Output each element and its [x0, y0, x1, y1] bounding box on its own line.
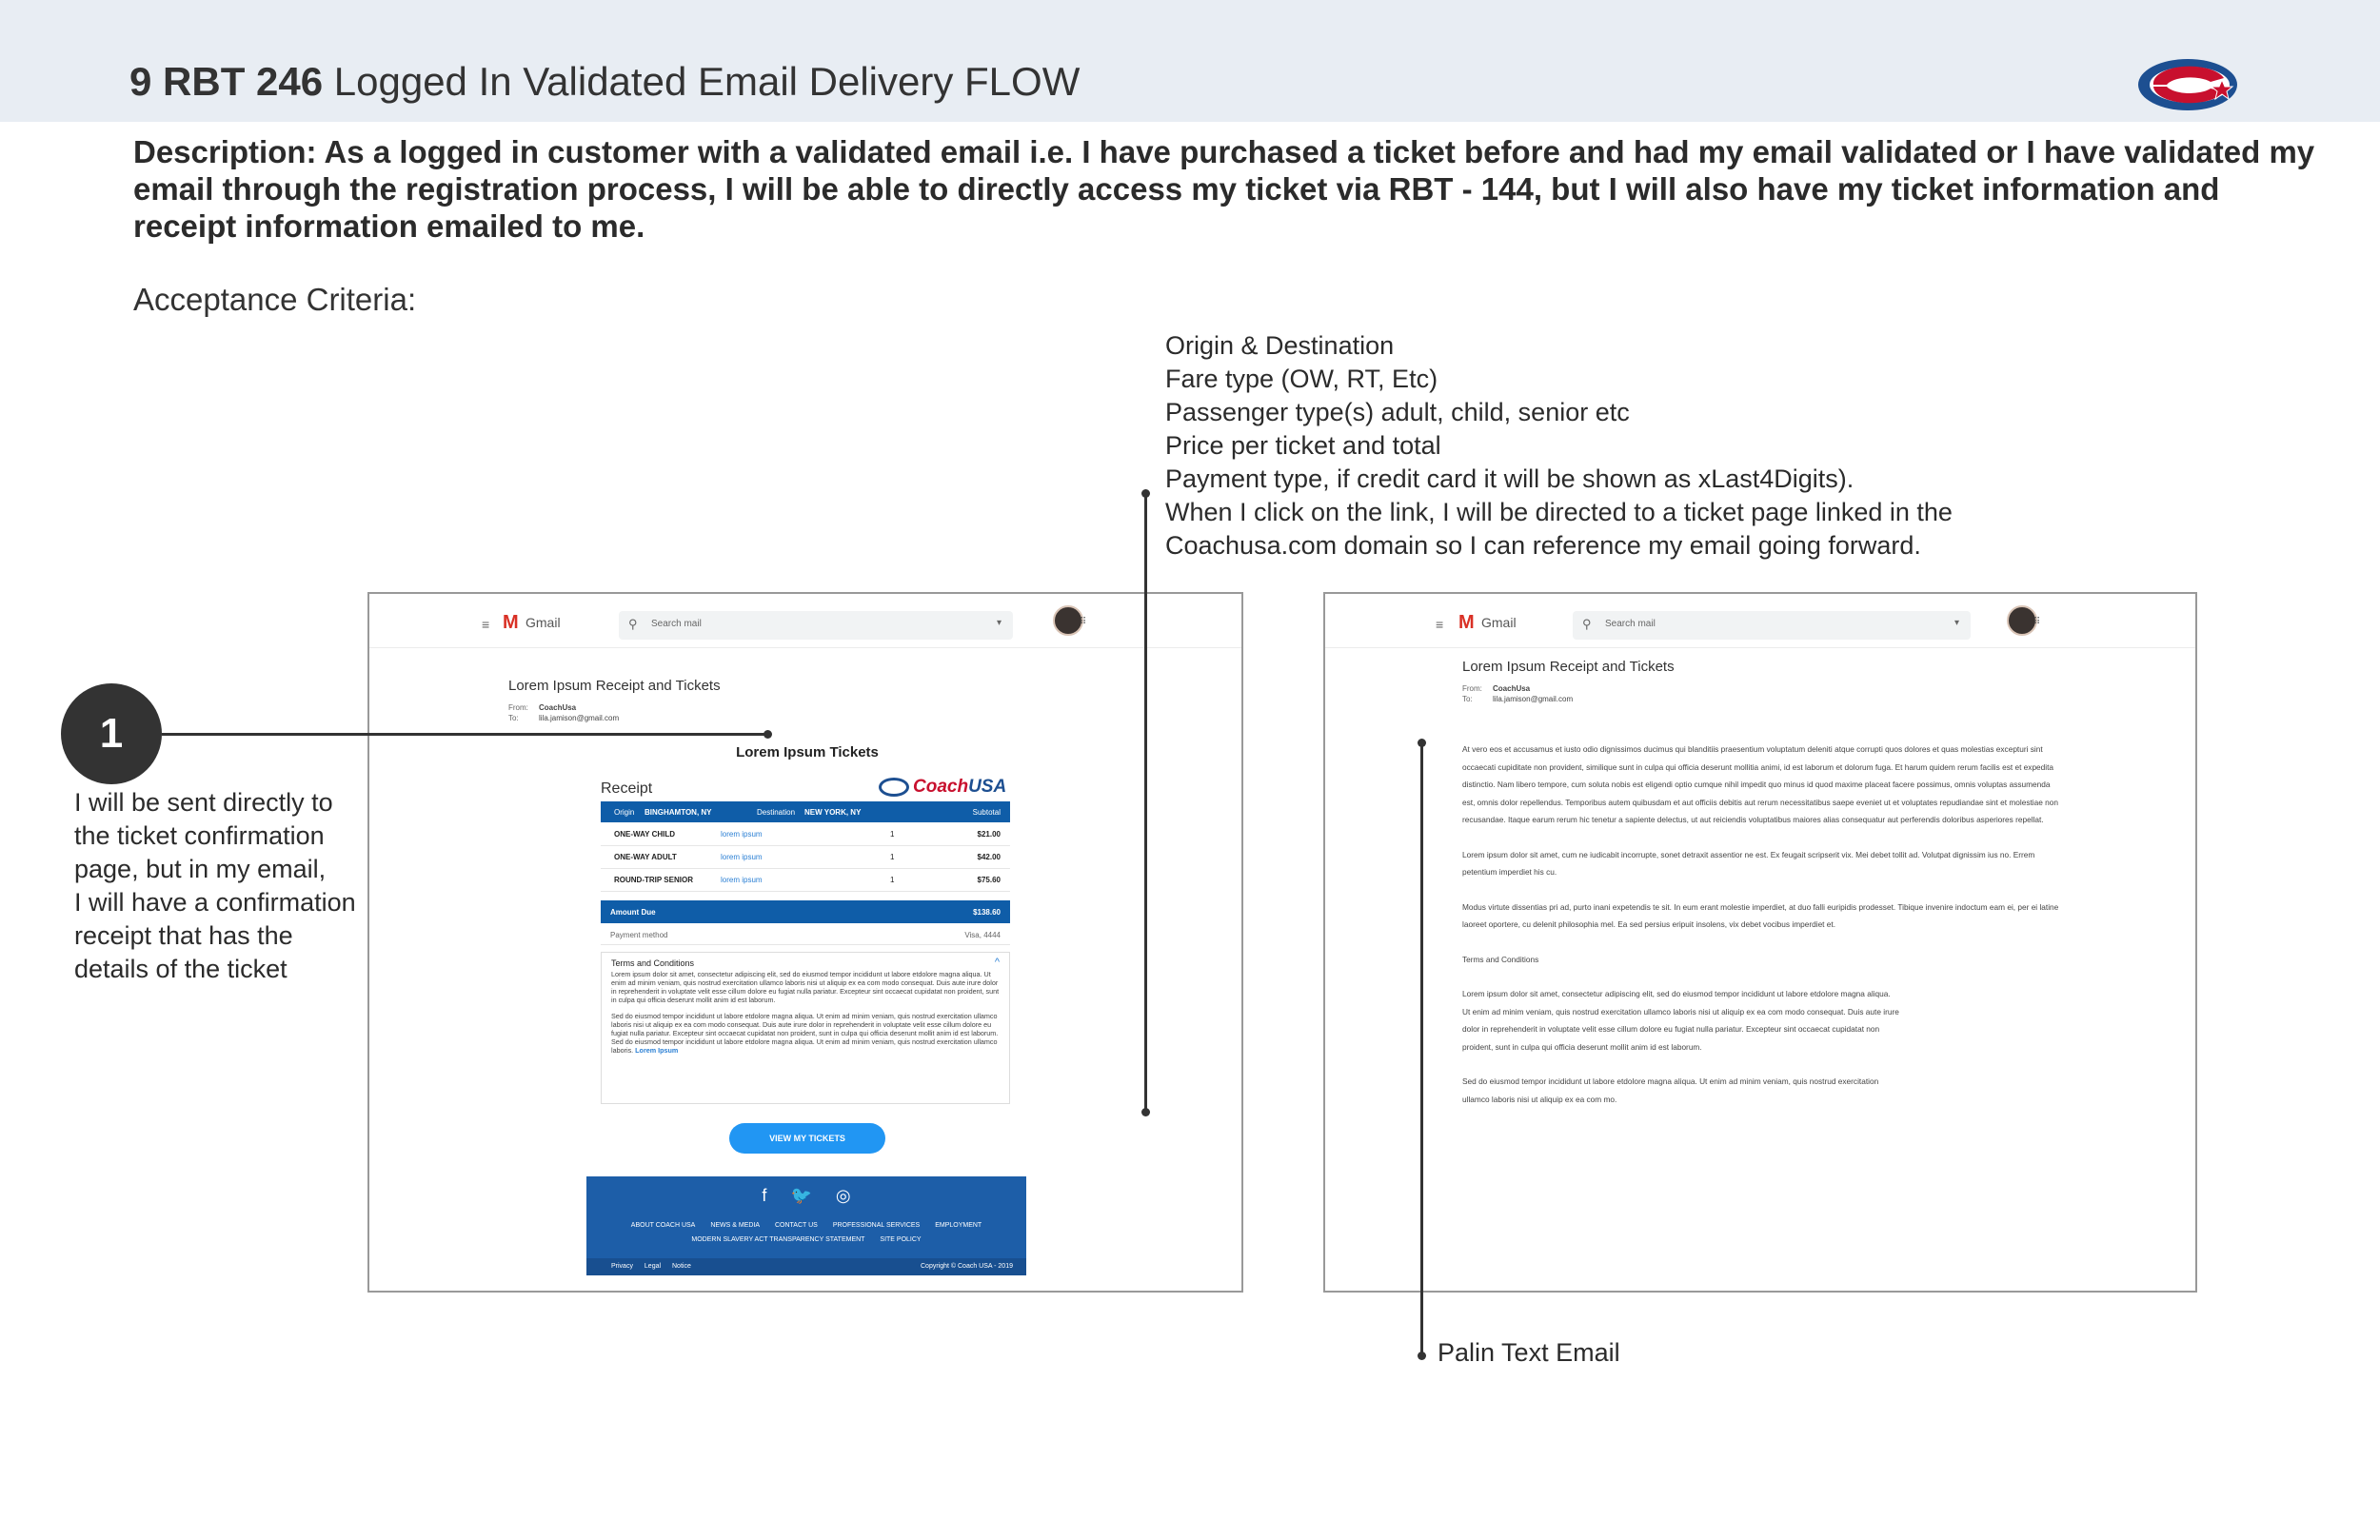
- body-paragraph: Sed do eiusmod tempor incididunt ut labore etdolore magna aliqua. Ut enim ad minim veniam, quis nostrud exercitation ullamco laboris nisi ut aliquip ex ea com mo.: [1462, 1076, 1879, 1104]
- criteria-item: Passenger type(s) adult, child, senior etc: [1165, 398, 1630, 426]
- body-paragraph: Terms and Conditions: [1462, 954, 1539, 964]
- gmail-app-name: Gmail: [526, 615, 561, 630]
- criteria-item: Fare type (OW, RT, Etc): [1165, 365, 1438, 393]
- email-from: CoachUsa: [539, 703, 577, 712]
- page-title-text: Logged In Validated Email Delivery FLOW: [333, 59, 1081, 104]
- criteria-list: [1165, 329, 2098, 563]
- origin-label: Origin: [614, 808, 635, 817]
- email-from: CoachUsa: [1493, 684, 1531, 693]
- twitter-icon[interactable]: 🐦: [790, 1186, 812, 1205]
- tickets-title: Lorem Ipsum Tickets: [736, 744, 879, 760]
- acceptance-criteria-label: Acceptance Criteria:: [133, 282, 417, 317]
- receipt-label: Receipt: [601, 780, 653, 797]
- criteria-item: Price per ticket and total: [1165, 431, 1441, 460]
- body-paragraph: Lorem ipsum dolor sit amet, consectetur adipiscing elit, sed do eiusmod tempor incididunt ut labore etdolore magna aliqua. Ut enim ad minim veniam, quis nostrud exercitation ullamco laboris nisi ut aliquip ex ea com modo consequat. Duis aute irure dolor in reprehenderit in voluptate velit esse cillum dolore eu fugiat nulla pariatur. Excepteur sint occaecat cupidatat non proident, sunt in culpa qui officia deserunt mollit anim id est laborum.: [1462, 989, 1899, 1052]
- email-subject: Lorem Ipsum Receipt and Tickets: [1462, 659, 1675, 675]
- search-icon: ⚲: [1582, 617, 1592, 631]
- facebook-icon[interactable]: f: [762, 1186, 767, 1205]
- plain-email-frame: [1323, 592, 2197, 1293]
- step-description: [74, 786, 379, 986]
- footer-link[interactable]: CONTACT US: [775, 1222, 818, 1229]
- email-to: lila.jamison@gmail.com: [1493, 695, 1574, 703]
- search-placeholder: Search mail: [1605, 619, 1656, 629]
- chevron-up-icon[interactable]: ^: [994, 957, 1000, 968]
- email-footer: [586, 1176, 1026, 1275]
- body-paragraph: Lorem ipsum dolor sit amet, cum ne iudicabit incorrupte, sonet detraxit assentior ne est. Ex feugait scripserit vix. Mei debet tollit ad. Volutpat dignissim ius no. Errem petentium imperdiet his cu.: [1462, 849, 2035, 877]
- terms-paragraph: [611, 1012, 1000, 1055]
- search-icon: ⚲: [628, 617, 638, 631]
- footer-bottom-bar: [586, 1258, 1026, 1275]
- origin-value: BINGHAMTON, NY: [645, 808, 712, 817]
- step-line: receipt that has the: [74, 921, 293, 950]
- to-label: To:: [1462, 695, 1473, 703]
- instagram-icon[interactable]: ◎: [835, 1186, 851, 1205]
- html-email-frame: [367, 592, 1243, 1293]
- fare-price: $42.00: [977, 853, 1001, 861]
- fare-price: $75.60: [977, 876, 1001, 884]
- chevron-down-icon[interactable]: ▾: [1954, 618, 1959, 628]
- footer-link[interactable]: PROFESSIONAL SERVICES: [832, 1222, 921, 1229]
- plain-text-connector-dot: [1418, 1352, 1426, 1360]
- from-label: From:: [1462, 684, 1482, 693]
- receipt-table-header: [601, 801, 1010, 822]
- terms-title: Terms and Conditions: [611, 958, 695, 968]
- to-label: To:: [508, 714, 519, 722]
- apps-grid-icon[interactable]: ⠿: [2033, 617, 2041, 627]
- fare-type: ONE-WAY ADULT: [614, 853, 677, 861]
- criteria-connector-dot: [1141, 489, 1150, 498]
- brand-usa: USA: [968, 777, 1007, 797]
- apps-grid-icon[interactable]: ⠿: [1080, 617, 1087, 627]
- body-paragraph: Modus virtute dissentias pri ad, purto inani expetendis te sit. In eum erant molestie imperdiet, at duo falli euripidis prodesset. Tibique invenire indoctum eam ei, per ei latine laoreet oportere, cu delenit philosophia mel. Ea sed persius eripuit insolens, vix debet vocibus imperdiet et.: [1462, 901, 2059, 929]
- brand-coach: Coach: [913, 777, 969, 797]
- fare-link[interactable]: lorem ipsum: [721, 853, 763, 861]
- amount-due-label: Amount Due: [610, 908, 656, 917]
- view-my-tickets-button[interactable]: VIEW MY TICKETS: [729, 1123, 885, 1154]
- criteria-item: Origin & Destination: [1165, 331, 1395, 360]
- page-code: 9 RBT 246: [129, 59, 324, 104]
- criteria-connector-dot: [1141, 1108, 1150, 1116]
- search-placeholder: Search mail: [651, 619, 702, 629]
- payment-method-value: Visa, 4444: [964, 931, 1001, 939]
- email-meta: [1462, 683, 1573, 704]
- email-subject: Lorem Ipsum Receipt and Tickets: [508, 678, 721, 694]
- social-icons: [586, 1186, 1026, 1206]
- terms-more-link[interactable]: Lorem Ipsum: [635, 1046, 679, 1055]
- step-number-badge: 1: [61, 683, 162, 784]
- step-connector-line: [162, 733, 769, 736]
- payment-method-label: Payment method: [610, 931, 668, 939]
- criteria-item: When I click on the link, I will be directed to a ticket page linked in the: [1165, 498, 1953, 526]
- amount-due-row: [601, 900, 1010, 923]
- coach-usa-logo: [2134, 55, 2241, 114]
- plain-text-connector-dot: [1418, 739, 1426, 747]
- gmail-toolbar: [1325, 594, 2195, 648]
- table-row: [601, 845, 1010, 869]
- criteria-connector-line: [1144, 493, 1147, 1114]
- fare-type: ROUND-TRIP SENIOR: [614, 876, 693, 884]
- footer-link[interactable]: ABOUT COACH USA: [630, 1222, 696, 1229]
- step-line: details of the ticket: [74, 955, 288, 983]
- plain-text-connector-line: [1420, 742, 1423, 1357]
- terms-paragraph: Lorem ipsum dolor sit amet, consectetur adipiscing elit, sed do eiusmod tempor incididunt ut labore etdolore magna aliqua. Ut enim ad minim veniam, quis nostrud exercitation ullamco laboris nisi ut aliquip ex ea com modo consequat. Duis aute irure dolor in reprehenderit in voluptate velit esse cillum dolore eu fugiat nulla pariatur. Excepteur sint occaecat cupidatat non proident, sunt in culpa qui officia deserunt mollit anim id est laborum.: [611, 970, 1000, 1004]
- gmail-logo-icon: M: [503, 612, 519, 633]
- criteria-item: Coachusa.com domain so I can reference my email going forward.: [1165, 531, 1921, 560]
- fare-price: $21.00: [977, 830, 1001, 839]
- coach-emblem-icon: [879, 778, 909, 797]
- table-row: [601, 868, 1010, 892]
- search-input[interactable]: [619, 611, 1013, 640]
- fare-qty: 1: [890, 876, 895, 884]
- gmail-toolbar: [369, 594, 1241, 648]
- subtotal-label: Subtotal: [972, 808, 1001, 817]
- footer-links: [586, 1218, 1026, 1247]
- plain-text-body: [1462, 740, 2062, 1125]
- footer-link[interactable]: MODERN SLAVERY ACT TRANSPARENCY STATEMENT: [691, 1236, 865, 1243]
- privacy-link[interactable]: Privacy: [611, 1263, 633, 1270]
- legal-link[interactable]: Legal: [644, 1263, 662, 1270]
- step-line: page, but in my email,: [74, 855, 327, 883]
- notice-link[interactable]: Notice: [672, 1263, 691, 1270]
- email-meta: [508, 702, 619, 723]
- copyright: Copyright © Coach USA - 2019: [921, 1263, 1013, 1270]
- footer-link[interactable]: NEWS & MEDIA: [710, 1222, 761, 1229]
- description: Description: As a logged in customer with a validated email i.e. I have purchased a ticket before and had my email validated or I have validated my email through the registration process, I will be able to directly access my ticket via RBT - 144, but I will also have my ticket information and receipt information emailed to me.: [133, 134, 2315, 244]
- email-to: lila.jamison@gmail.com: [539, 714, 620, 722]
- fare-link[interactable]: lorem ipsum: [721, 830, 763, 839]
- terms-box: [601, 952, 1010, 1104]
- amount-due-value: $138.60: [973, 908, 1001, 917]
- plain-text-email-label: Palin Text Email: [1438, 1338, 1620, 1367]
- search-input[interactable]: [1573, 611, 1971, 640]
- destination-label: Destination: [757, 808, 796, 817]
- gmail-logo-icon: M: [1458, 612, 1475, 633]
- fare-qty: 1: [890, 830, 895, 839]
- from-label: From:: [508, 703, 528, 712]
- page-title: [129, 59, 1080, 105]
- step-line: the ticket confirmation: [74, 821, 325, 850]
- gmail-app-name: Gmail: [1481, 615, 1517, 630]
- step-connector-dot: [764, 730, 772, 739]
- fare-qty: 1: [890, 853, 895, 861]
- footer-link[interactable]: EMPLOYMENT: [935, 1222, 982, 1229]
- chevron-down-icon[interactable]: ▾: [996, 618, 1002, 628]
- body-paragraph: At vero eos et accusamus et iusto odio dignissimos ducimus qui blanditiis praesentium voluptatum deleniti atque corrupti quos dolores et quas molestias excepturi sint occaecati cupiditate non provident, similique sunt in culpa qui officia deserunt mollitia animi, id est laborum et dolorum fuga. Et harum quidem rerum facilis est et expedita distinctio. Nam libero tempore, cum soluta nobis est eligendi optio cumque nihil impedit quo minus id quod maxime placeat facere possimus, omnis voluptas assumenda est, omnis dolor repellendus. Temporibus autem quibusdam et aut officiis debitis aut rerum necessitatibus saepe eveniet ut et voluptates repudiandae sint et molestiae non recusandae. Itaque earum rerum hic tenetur a sapiente delectus, ut aut reiciendis voluptatibus maiores alias consequatur aut perferendis doloribus asperiores repellat.: [1462, 744, 2059, 824]
- fare-link[interactable]: lorem ipsum: [721, 876, 763, 884]
- step-line: I will be sent directly to: [74, 788, 333, 817]
- coach-usa-brand: [879, 777, 1006, 798]
- table-row: [601, 822, 1010, 846]
- payment-method-row: [601, 931, 1010, 945]
- destination-value: NEW YORK, NY: [804, 808, 862, 817]
- step-line: I will have a confirmation: [74, 888, 356, 917]
- menu-icon[interactable]: ≡: [1436, 617, 1444, 632]
- menu-icon[interactable]: ≡: [482, 617, 490, 632]
- terms-paragraph-text: Sed do eiusmod tempor incididunt ut labore etdolore magna aliqua. Ut enim ad minim veniam, quis nostrud exercitation ullamco laboris nisi ut aliquip ex ea com modo consequat. Duis aute irure dolor in reprehenderit in voluptate velit esse cillum dolore eu fugiat nulla pariatur. Excepteur sint occaecat cupidatat non proident, sunt in culpa qui officia deserunt mollit anim id est laborum. Sed do eiusmod tempor incididunt ut labore etdolore magna aliqua. Ut enim ad minim veniam, quis nostrud exercitation ullamco laboris.: [611, 1012, 999, 1055]
- terms-body: [611, 970, 1000, 1062]
- criteria-item: Payment type, if credit card it will be shown as xLast4Digits).: [1165, 464, 1854, 493]
- fare-type: ONE-WAY CHILD: [614, 830, 676, 839]
- footer-link[interactable]: SITE POLICY: [880, 1236, 922, 1243]
